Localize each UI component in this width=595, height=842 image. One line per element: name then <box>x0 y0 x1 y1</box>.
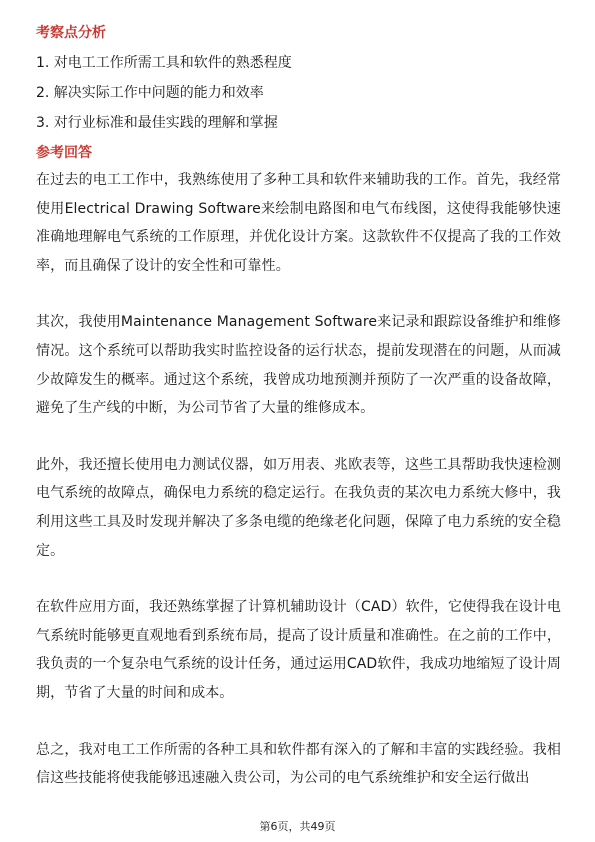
answer-paragraph: 其次，我使用Maintenance Management Software来记录和跟踪设备维护和维修情况。这个系统可以帮助我实时监控设备的运行状态，提前发现潜在的问题，从而减少故障发生的概率。通过这个系统，我曾成功地预测并预防了一次严重的设备故障，避免了生产线的中断，为公司节省了大量的维修成本。 <box>36 314 561 417</box>
answer-body <box>36 166 561 793</box>
analysis-point: 3. 对行业标准和最佳实践的理解和掌握 <box>36 115 278 131</box>
answer-paragraph: 在软件应用方面，我还熟练掌握了计算机辅助设计（CAD）软件，它使得我在设计电气系统时能够更直观地看到系统布局，提高了设计质量和准确性。在之前的工作中，我负责的一个复杂电气系统的设计任务，通过运用CAD软件，我成功地缩短了设计周期，节省了大量的时间和成本。 <box>36 599 561 701</box>
page-number: 第6页，共49页 <box>259 820 336 833</box>
answer-heading: 参考回答 <box>36 145 92 161</box>
analysis-points <box>36 52 561 134</box>
answer-paragraph: 在过去的电工工作中，我熟练使用了多种工具和软件来辅助我的工作。首先，我经常使用Electrical Drawing Software来绘制电路图和电气布线图，这使得我能够快速准确地理解电气系统的工作原理，并优化设计方案。这款软件不仅提高了我的工作效率，而且确保了设计的安全性和可靠性。 <box>36 172 561 274</box>
analysis-point: 2. 解决实际工作中问题的能力和效率 <box>36 85 264 101</box>
answer-paragraph: 总之，我对电工工作所需的各种工具和软件都有深入的了解和丰富的实践经验。我相信这些技能将使我能够迅速融入贵公司，为公司的电气系统维护和安全运行做出 <box>36 741 561 787</box>
answer-paragraph: 此外，我还擅长使用电力测试仪器，如万用表、兆欧表等，这些工具帮助我快速检测电气系统的故障点，确保电力系统的稳定运行。在我负责的某次电力系统大修中，我利用这些工具及时发现并解决了多条电缆的绝缘老化问题，保障了电力系统的安全稳定。 <box>36 456 561 559</box>
analysis-heading: 考察点分析 <box>36 25 106 41</box>
analysis-point: 1. 对电工工作所需工具和软件的熟悉程度 <box>36 55 292 71</box>
document-page <box>36 22 561 793</box>
